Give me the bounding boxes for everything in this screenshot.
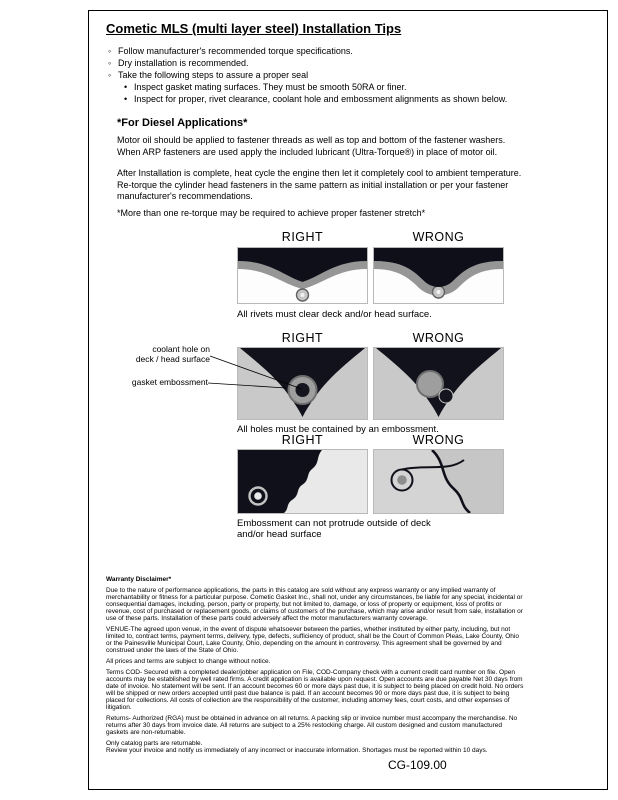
diesel-paragraph-retorque: After Installation is complete, heat cycle the engine then let it completely cool to ambient temperature. Re-torque the cylinder head fasteners in the same pattern as initial installation or per your fastener manufacturer's recommendations.	[117, 168, 522, 201]
label-pointer-lines	[206, 348, 306, 394]
rivet-clearance-right-diagram	[237, 247, 368, 304]
disclaimer-paragraph: VENUE-The agreed upon venue, in the event of dispute whatsoever between the parties, whether instituted by either party, including, but not limited to, contract terms, payment terms, delivery, type, defects, sufficiency of product, shall be the Court of Common Pleas, Lake County, Ohio or the Painesville Municipal Court, Lake County, Ohio, depending on the amount in controversy. This agreement shall be governed by and construed under the laws of the State of Ohio.	[106, 626, 519, 654]
embossment-right-diagram	[237, 449, 368, 514]
gasket-embossment-label: gasket embossment	[131, 377, 208, 387]
disclaimer-paragraph: Terms COD- Secured with a completed dealer/jobber application on File, COD-Company check with a current credit card number on file. Open accounts may be established by well rated firms. A credit application is available upon request. Open accounts are due payable Net 30 days from date of invoice. No statement will be sent. If an account becomes 60 or more days past due, it is subject to being placed on credit hold. No orders will be shipped or new orders accepted until past due balance is paid. If an account becomes 90 or more days past due, it is subject to being placed for collections. All costs of collection are the responsibility of the customer, including attorney fees, court costs, and other expenses of litigation.	[106, 669, 524, 711]
row2-caption: All holes must be contained by an embossment.	[237, 424, 439, 435]
tip-bullet: ◦ Dry installation is recommended.	[107, 57, 585, 69]
caption-line: and/or head surface	[237, 529, 322, 540]
disclaimer-paragraph: Review your invoice and notify us immediately of any incorrect or inaccurate information. Shortages must be reported within 10 days.	[106, 747, 488, 754]
tip-sub-bullet: • Inspect gasket mating surfaces. They must be smooth 50RA or finer.	[123, 81, 585, 93]
disclaimer-paragraph: All prices and terms are subject to change without notice.	[106, 658, 271, 665]
row1-wrong-label: WRONG	[412, 230, 465, 244]
retorque-note: *More than one re-torque may be required to achieve proper fastener stretch*	[117, 208, 426, 218]
coolant-hole-label	[116, 344, 210, 364]
embossment-wrong-diagram	[373, 449, 504, 514]
row2-right-label: RIGHT	[281, 331, 324, 345]
disclaimer-paragraph: Only catalog parts are returnable.	[106, 740, 203, 747]
tip-sub-bullet: • Inspect for proper, rivet clearance, coolant hole and embossment alignments as shown below.	[123, 93, 585, 105]
diesel-paragraph-oil: Motor oil should be applied to fastener threads as well as top and bottom of the fastener washers. When ARP fasteners are used apply the included lubricant (Ultra-Torque®) in place of motor oil.	[117, 135, 506, 157]
diesel-applications-heading: *For Diesel Applications*	[117, 117, 248, 129]
label-line: deck / head surface	[135, 354, 210, 364]
row3-wrong-label: WRONG	[412, 433, 465, 447]
page-code: CG-109.00	[388, 758, 447, 772]
row1-caption: All rivets must clear deck and/or head surface.	[237, 309, 432, 320]
coolant-hole-wrong-diagram	[373, 347, 504, 420]
installation-tips-list	[107, 45, 585, 105]
row3-caption	[237, 518, 517, 540]
tip-bullet: ◦ Take the following steps to assure a proper seal	[107, 69, 585, 81]
warranty-disclaimer	[106, 576, 526, 758]
page-title: Cometic MLS (multi layer steel) Installation Tips	[106, 21, 402, 36]
tip-bullet: ◦ Follow manufacturer's recommended torque specifications.	[107, 45, 585, 57]
label-line: coolant hole on	[152, 344, 210, 354]
caption-line: Embossment can not protrude outside of deck	[237, 518, 431, 529]
warranty-disclaimer-heading: Warranty Disclaimer*	[106, 576, 172, 583]
disclaimer-paragraph: Returns- Authorized (RGA) must be obtained in advance on all returns. A packing slip or invoice number must accompany the merchandise. No returns after 30 days from invoice date. All returns are subject to a 25% restocking charge. All custom designed and custom manufactured gaskets are non-returnable.	[106, 715, 518, 736]
rivet-clearance-wrong-diagram	[373, 247, 504, 304]
row2-wrong-label: WRONG	[412, 331, 465, 345]
disclaimer-paragraph: Due to the nature of performance applications, the parts in this catalog are sold without any express warranty or any implied warranty of merchantability or fitness for a particular purpose. Cometic Gasket Inc., shall not, under any circumstances, be liable for any special, incidental or consequential damages, including, person, party or property, but not limited to, damage, or loss of property or equipment, loss of profits or revenue, cost of purchased or replacement goods, or claims of customers of the purchase, which may arise and/or result from sale, installation or use of these parts. Installation of these parts could adversely affect the motor manufacturers warranty coverage.	[106, 587, 523, 622]
row3-right-label: RIGHT	[281, 433, 324, 447]
row1-right-label: RIGHT	[281, 230, 324, 244]
